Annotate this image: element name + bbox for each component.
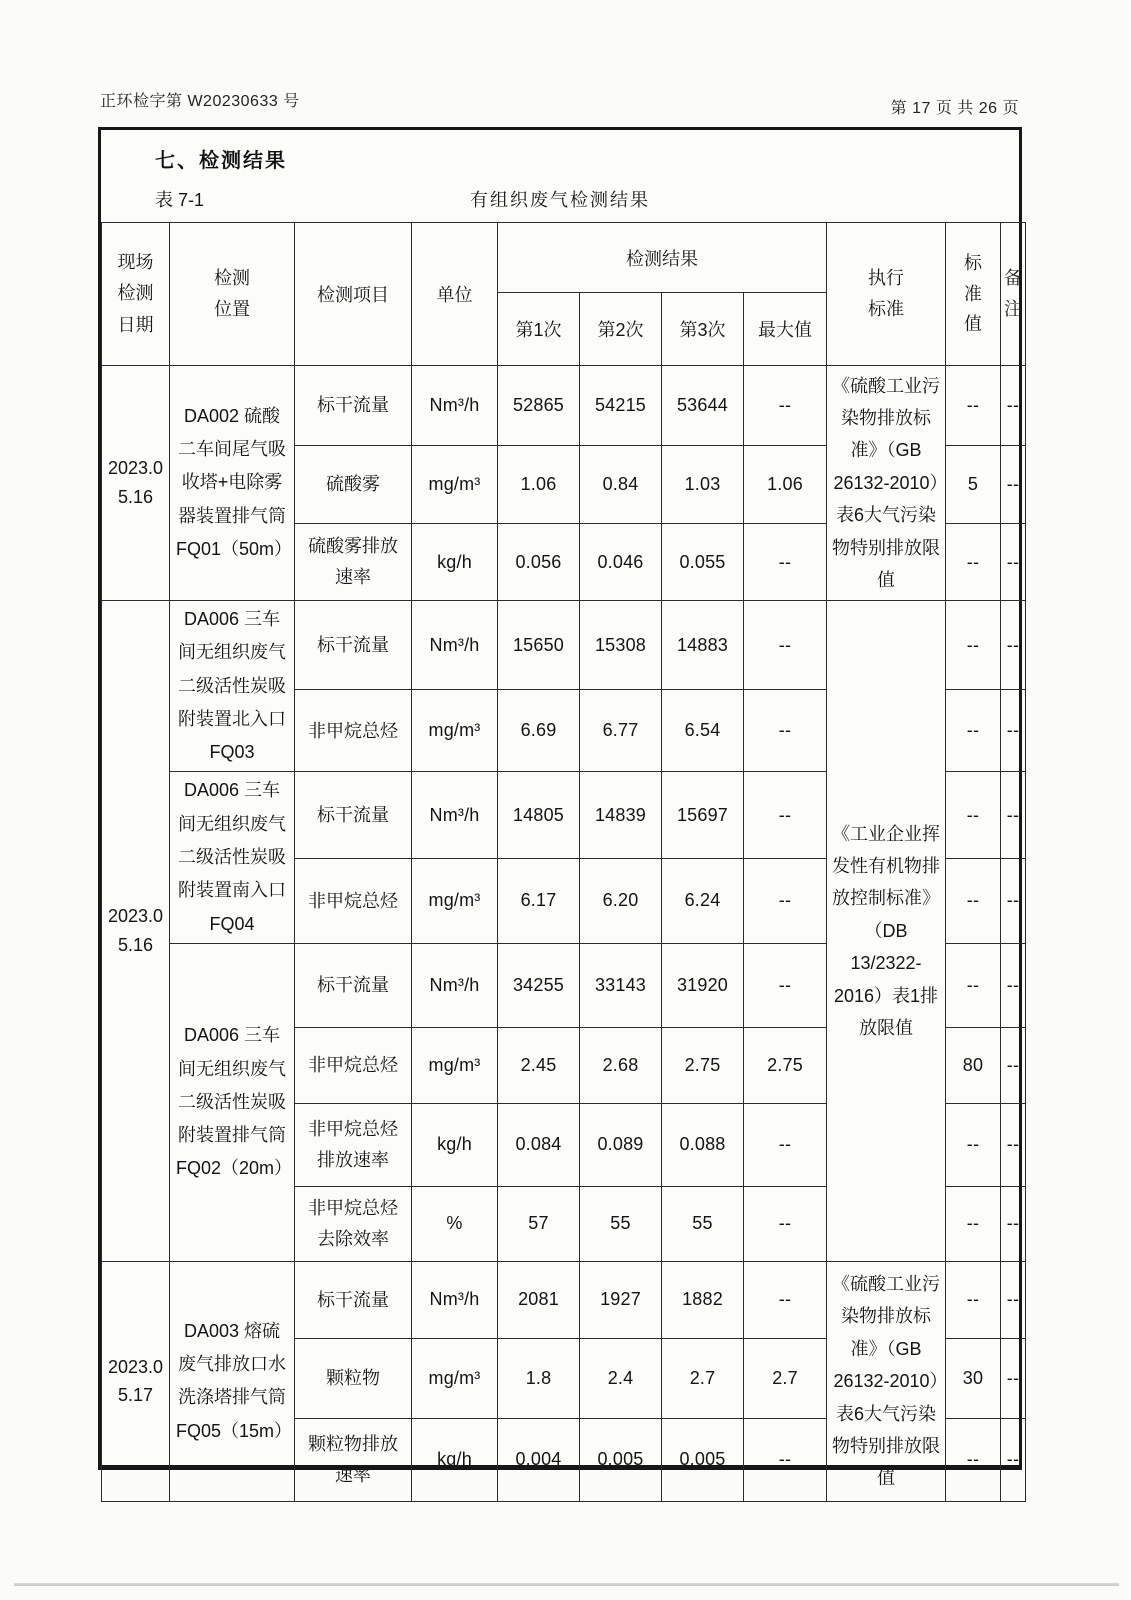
item-text: 标干流量 xyxy=(317,634,389,655)
header-date xyxy=(102,223,170,366)
cell-location xyxy=(170,601,295,772)
cell-run1: 2.45 xyxy=(498,1027,580,1103)
cell-remark: -- xyxy=(1001,1338,1026,1418)
cell-standard-value: -- xyxy=(946,1103,1001,1186)
results-table xyxy=(101,222,1026,1502)
cell-item xyxy=(295,1261,412,1338)
date-text: 2023.05.16 xyxy=(107,906,164,955)
header-item: 检测项目 xyxy=(295,223,412,366)
cell-location xyxy=(170,772,295,943)
cell-remark: -- xyxy=(1001,366,1026,446)
cell-run2: 1927 xyxy=(580,1261,662,1338)
cell-remark: -- xyxy=(1001,858,1026,943)
item-text: 非甲烷总烃排放速率 xyxy=(308,1119,398,1170)
cell-standard-value: -- xyxy=(946,1186,1001,1261)
cell-remark: -- xyxy=(1001,446,1026,524)
page-indicator: 第 17 页 共 26 页 xyxy=(890,100,1019,117)
item-text: 硫酸雾 xyxy=(326,474,380,495)
cell-unit: mg/m³ xyxy=(412,690,498,772)
cell-unit: mg/m³ xyxy=(412,1338,498,1418)
cell-run3: 2.7 xyxy=(662,1338,744,1418)
cell-location xyxy=(170,366,295,601)
cell-item xyxy=(295,690,412,772)
location-text: DA006 三车间无组织废气二级活性炭吸附装置北入口 FQ03 xyxy=(178,609,286,763)
cell-standard-value: -- xyxy=(946,524,1001,601)
cell-run1: 15650 xyxy=(498,601,580,690)
cell-run2: 0.005 xyxy=(580,1418,662,1501)
cell-run3: 1.03 xyxy=(662,446,744,524)
cell-item xyxy=(295,772,412,858)
header-standard xyxy=(827,223,946,366)
item-text: 标干流量 xyxy=(317,804,389,825)
cell-run3: 53644 xyxy=(662,366,744,446)
cell-run2: 54215 xyxy=(580,366,662,446)
cell-location xyxy=(170,943,295,1261)
cell-remark: -- xyxy=(1001,943,1026,1027)
cell-standard-value: 80 xyxy=(946,1027,1001,1103)
header-unit: 单位 xyxy=(412,223,498,366)
cell-run3: 1882 xyxy=(662,1261,744,1338)
cell-run3: 15697 xyxy=(662,772,744,858)
cell-run1: 1.06 xyxy=(498,446,580,524)
table-caption-label: 表 7-1 xyxy=(155,190,205,210)
cell-run2: 6.77 xyxy=(580,690,662,772)
cell-max: -- xyxy=(744,1418,827,1501)
cell-max: -- xyxy=(744,1186,827,1261)
cell-standard xyxy=(827,366,946,601)
item-text: 标干流量 xyxy=(317,1289,389,1310)
item-text: 标干流量 xyxy=(317,975,389,996)
cell-date xyxy=(102,366,170,601)
cell-run3: 2.75 xyxy=(662,1027,744,1103)
item-text: 颗粒物 xyxy=(326,1368,380,1389)
cell-run1: 0.056 xyxy=(498,524,580,601)
cell-item xyxy=(295,446,412,524)
cell-standard-value: -- xyxy=(946,858,1001,943)
cell-max: -- xyxy=(744,601,827,690)
cell-max: 1.06 xyxy=(744,446,827,524)
location-text: DA006 三车间无组织废气二级活性炭吸附装置排气筒 FQ02（20m） xyxy=(176,1025,293,1179)
cell-unit: Nm³/h xyxy=(412,943,498,1027)
item-text: 非甲烷总烃去除效率 xyxy=(308,1198,398,1249)
cell-run3: 0.088 xyxy=(662,1103,744,1186)
cell-standard-value: -- xyxy=(946,601,1001,690)
cell-date xyxy=(102,1261,170,1501)
header-remark xyxy=(1001,223,1026,366)
cell-run1: 6.69 xyxy=(498,690,580,772)
table-caption-title: 有组织废气检测结果 xyxy=(470,190,650,210)
cell-max: -- xyxy=(744,943,827,1027)
cell-item xyxy=(295,1027,412,1103)
header-remark-label: 备注 xyxy=(1004,268,1022,319)
cell-remark: -- xyxy=(1001,1261,1026,1338)
report-number: 正环检字第 W20230633 号 xyxy=(100,93,300,110)
cell-run1: 6.17 xyxy=(498,858,580,943)
item-text: 非甲烷总烃 xyxy=(308,1055,398,1076)
cell-run1: 52865 xyxy=(498,366,580,446)
cell-unit: kg/h xyxy=(412,524,498,601)
cell-remark: -- xyxy=(1001,601,1026,690)
cell-run2: 15308 xyxy=(580,601,662,690)
cell-max: -- xyxy=(744,858,827,943)
cell-run2: 6.20 xyxy=(580,858,662,943)
cell-run3: 14883 xyxy=(662,601,744,690)
date-text: 2023.05.16 xyxy=(107,458,164,507)
cell-remark: -- xyxy=(1001,1027,1026,1103)
item-text: 颗粒物排放速率 xyxy=(308,1434,398,1485)
cell-run3: 55 xyxy=(662,1186,744,1261)
cell-unit: kg/h xyxy=(412,1418,498,1501)
cell-unit: kg/h xyxy=(412,1103,498,1186)
date-text: 2023.05.17 xyxy=(107,1356,164,1406)
cell-max: -- xyxy=(744,1261,827,1338)
cell-max: -- xyxy=(744,524,827,601)
standard-text: 《硫酸工业污染物排放标准》（GB 26132-2010）表6大气污染物特别排放限值 xyxy=(832,375,940,590)
cell-run2: 14839 xyxy=(580,772,662,858)
table-row xyxy=(102,1261,1026,1338)
cell-unit: mg/m³ xyxy=(412,858,498,943)
cell-run2: 0.84 xyxy=(580,446,662,524)
cell-run1: 2081 xyxy=(498,1261,580,1338)
cell-unit: Nm³/h xyxy=(412,366,498,446)
header-max: 最大值 xyxy=(744,293,827,366)
cell-date xyxy=(102,601,170,1262)
cell-run2: 0.046 xyxy=(580,524,662,601)
cell-max: 2.75 xyxy=(744,1027,827,1103)
table-row xyxy=(102,366,1026,446)
table-row xyxy=(102,601,1026,690)
header-results: 检测结果 xyxy=(498,223,827,293)
cell-run3: 31920 xyxy=(662,943,744,1027)
cell-standard-value: -- xyxy=(946,1261,1001,1338)
cell-remark: -- xyxy=(1001,772,1026,858)
cell-remark: -- xyxy=(1001,690,1026,772)
cell-item xyxy=(295,366,412,446)
cell-unit: Nm³/h xyxy=(412,772,498,858)
cell-run1: 1.8 xyxy=(498,1338,580,1418)
cell-standard-value: 30 xyxy=(946,1338,1001,1418)
cell-remark: -- xyxy=(1001,1103,1026,1186)
cell-item xyxy=(295,1418,412,1501)
header-location xyxy=(170,223,295,366)
cell-max: -- xyxy=(744,690,827,772)
cell-item xyxy=(295,1338,412,1418)
cell-remark: -- xyxy=(1001,1418,1026,1501)
cell-standard-value: -- xyxy=(946,772,1001,858)
cell-max: -- xyxy=(744,366,827,446)
cell-item xyxy=(295,858,412,943)
cell-max: -- xyxy=(744,772,827,858)
header-standard-value xyxy=(946,223,1001,366)
location-text: DA006 三车间无组织废气二级活性炭吸附装置南入口 FQ04 xyxy=(178,780,286,934)
cell-run3: 0.055 xyxy=(662,524,744,601)
cell-standard-value: -- xyxy=(946,366,1001,446)
cell-run2: 55 xyxy=(580,1186,662,1261)
cell-standard xyxy=(827,601,946,1262)
location-text: DA003 熔硫废气排放口水洗涤塔排气筒 FQ05（15m） xyxy=(176,1320,293,1441)
cell-item xyxy=(295,943,412,1027)
cell-unit: mg/m³ xyxy=(412,446,498,524)
cell-run3: 0.005 xyxy=(662,1418,744,1501)
standard-text: 《工业企业挥发性有机物排放控制标准》（DB 13/2322-2016）表1排放限值 xyxy=(832,823,940,1038)
scan-edge-line xyxy=(14,1583,1119,1586)
header-row-1 xyxy=(102,223,1026,293)
header-run3: 第3次 xyxy=(662,293,744,366)
cell-unit: % xyxy=(412,1186,498,1261)
cell-run2: 2.4 xyxy=(580,1338,662,1418)
content-box xyxy=(98,127,1022,1489)
item-text: 非甲烷总烃 xyxy=(308,890,398,911)
item-text: 标干流量 xyxy=(317,395,389,416)
cell-item xyxy=(295,1186,412,1261)
item-text: 非甲烷总烃 xyxy=(308,720,398,741)
header-run1: 第1次 xyxy=(498,293,580,366)
cell-location xyxy=(170,1261,295,1501)
standard-text: 《硫酸工业污染物排放标准》（GB 26132-2010）表6大气污染物特别排放限值 xyxy=(832,1274,940,1489)
location-text: DA002 硫酸二车间尾气吸收塔+电除雾器装置排气筒 FQ01（50m） xyxy=(176,405,293,559)
cell-unit: mg/m³ xyxy=(412,1027,498,1103)
header-location-label: 检测位置 xyxy=(214,267,250,319)
cell-run1: 0.084 xyxy=(498,1103,580,1186)
cell-max: -- xyxy=(744,1103,827,1186)
header-standard-label: 执行标准 xyxy=(868,267,904,319)
cell-standard-value: -- xyxy=(946,943,1001,1027)
header-run2: 第2次 xyxy=(580,293,662,366)
cell-remark: -- xyxy=(1001,1186,1026,1261)
cell-max: 2.7 xyxy=(744,1338,827,1418)
cell-item xyxy=(295,601,412,690)
cell-item xyxy=(295,524,412,601)
header-date-label: 现场检测日期 xyxy=(117,251,154,335)
cell-standard-value: -- xyxy=(946,1418,1001,1501)
item-text: 硫酸雾排放速率 xyxy=(308,536,398,587)
header-standard-value-label: 标准值 xyxy=(964,253,982,335)
cell-run2: 33143 xyxy=(580,943,662,1027)
cell-standard-value: -- xyxy=(946,690,1001,772)
cell-run1: 34255 xyxy=(498,943,580,1027)
cell-unit: Nm³/h xyxy=(412,1261,498,1338)
section-title: 七、检测结果 xyxy=(155,150,287,172)
cell-run3: 6.54 xyxy=(662,690,744,772)
cell-unit: Nm³/h xyxy=(412,601,498,690)
cell-run1: 57 xyxy=(498,1186,580,1261)
cell-remark: -- xyxy=(1001,524,1026,601)
cell-run1: 0.004 xyxy=(498,1418,580,1501)
cell-standard-value: 5 xyxy=(946,446,1001,524)
cell-run2: 0.089 xyxy=(580,1103,662,1186)
cell-standard xyxy=(827,1261,946,1501)
cell-run2: 2.68 xyxy=(580,1027,662,1103)
cell-run1: 14805 xyxy=(498,772,580,858)
cell-item xyxy=(295,1103,412,1186)
cell-run3: 6.24 xyxy=(662,858,744,943)
